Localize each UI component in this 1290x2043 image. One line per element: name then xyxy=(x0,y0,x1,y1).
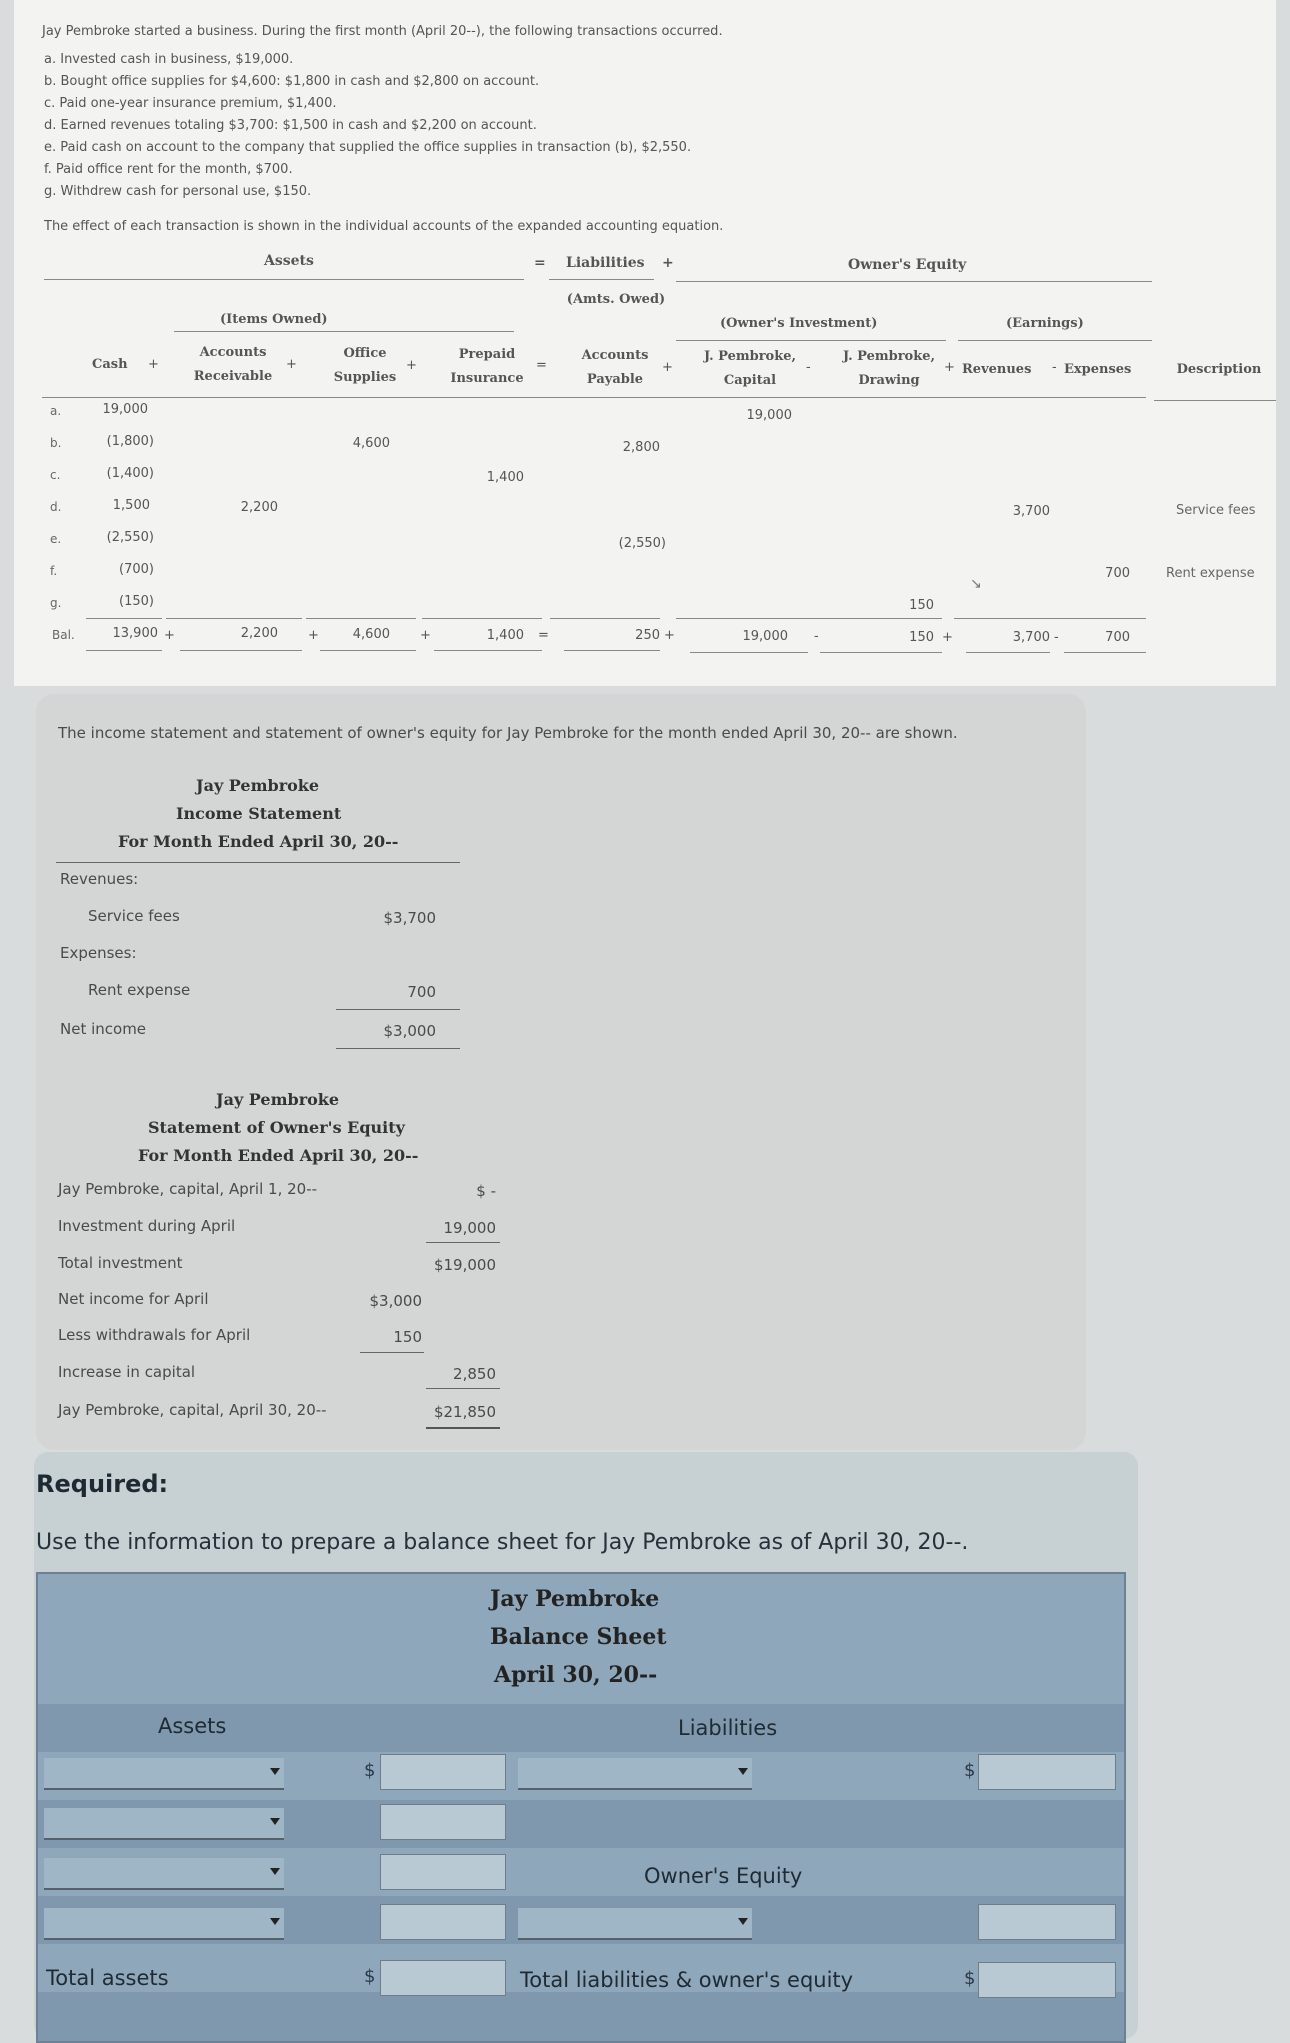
is-service-fees: Service fees xyxy=(88,907,180,925)
cursor-icon: ↘ xyxy=(970,576,982,592)
cell-revenues: 3,700 xyxy=(1012,630,1050,645)
op-minus: - xyxy=(806,360,811,375)
op-equals: = xyxy=(538,628,549,643)
statements-panel xyxy=(36,694,1086,1450)
chevron-down-icon xyxy=(738,1918,748,1925)
cell-cash: 19,000 xyxy=(102,402,148,417)
cell-cash: 1,500 xyxy=(112,498,150,513)
row-label: b. xyxy=(50,436,62,450)
oe-cap-end-amt: $21,850 xyxy=(433,1403,496,1421)
cell-cash: (1,800) xyxy=(106,434,154,449)
col-drawing: J. Pembroke, Drawing xyxy=(842,349,936,388)
earnings-header: (Earnings) xyxy=(1006,316,1084,331)
transaction-b: b. Bought office supplies for $4,600: $1,800 in cash and $2,800 on account. xyxy=(44,74,540,89)
op-plus: + xyxy=(664,628,675,643)
col-capital: J. Pembroke, Capital xyxy=(703,349,797,388)
total-assets-input[interactable] xyxy=(380,1960,506,1996)
liabilities-header: Liabilities xyxy=(566,255,645,271)
is-net-income: Net income xyxy=(60,1020,147,1038)
asset-amount-input[interactable] xyxy=(380,1854,506,1890)
oe-cap-begin-amt: $ - xyxy=(476,1182,496,1200)
bs-title: Balance Sheet xyxy=(490,1624,667,1650)
op-plus: + xyxy=(942,630,953,645)
asset-amount-input[interactable] xyxy=(380,1904,506,1940)
cell-supplies: 4,600 xyxy=(352,436,390,451)
bs-date: April 30, 20-- xyxy=(494,1662,658,1688)
dollar-sign: $ xyxy=(964,1968,976,1989)
asset-account-select[interactable] xyxy=(44,1758,284,1790)
equals-sign: = xyxy=(534,255,546,271)
asset-account-select[interactable] xyxy=(44,1858,284,1890)
oe-increase: Increase in capital xyxy=(58,1363,196,1381)
oe-cap-begin: Jay Pembroke, capital, April 1, 20-- xyxy=(58,1180,318,1198)
row-label: g. xyxy=(50,596,62,610)
oe-withdrawals: Less withdrawals for April xyxy=(58,1326,251,1344)
liability-account-select[interactable] xyxy=(518,1758,752,1790)
dollar-sign: $ xyxy=(364,1760,376,1781)
is-service-fees-amt: $3,700 xyxy=(383,909,436,927)
op-plus: + xyxy=(662,360,673,375)
cell-drawing: 150 xyxy=(909,630,934,645)
cell-expenses: 700 xyxy=(1105,630,1130,645)
bs-owners-equity-header: Owner's Equity xyxy=(644,1864,803,1888)
cell-capital: 19,000 xyxy=(746,408,792,423)
bs-total-le-label: Total liabilities & owner's equity xyxy=(520,1968,854,1992)
transaction-d: d. Earned revenues totaling $3,700: $1,500 in cash and $2,200 on account. xyxy=(44,118,537,133)
transaction-a: a. Invested cash in business, $19,000. xyxy=(44,52,294,67)
oe-increase-amt: 2,850 xyxy=(453,1365,496,1383)
oe-company: Jay Pembroke xyxy=(216,1090,340,1109)
owners-equity-header: Owner's Equity xyxy=(848,257,967,273)
cell-ap: (2,550) xyxy=(618,536,666,551)
op-plus: + xyxy=(164,628,175,643)
row-label: c. xyxy=(50,468,61,482)
row-label: f. xyxy=(50,564,58,578)
items-owned-header: (Items Owned) xyxy=(220,312,328,327)
intro-text: Jay Pembroke started a business. During the first month (April 20--), the following transactions occurred. xyxy=(42,24,723,39)
is-rent-expense: Rent expense xyxy=(88,981,191,999)
cell-ar: 2,200 xyxy=(240,626,278,641)
cell-revenues: 3,700 xyxy=(1012,504,1050,519)
bs-assets-header: Assets xyxy=(158,1714,227,1738)
op-plus: + xyxy=(406,358,417,373)
cell-description: Rent expense xyxy=(1166,566,1255,581)
oe-total-investment-amt: $19,000 xyxy=(433,1256,496,1274)
transaction-g: g. Withdrew cash for personal use, $150. xyxy=(44,184,312,199)
op-plus: + xyxy=(308,628,319,643)
bs-company: Jay Pembroke xyxy=(490,1586,660,1612)
cell-prepaid: 1,400 xyxy=(486,470,524,485)
assets-header: Assets xyxy=(264,253,314,269)
cell-ar: 2,200 xyxy=(240,500,278,515)
col-ap: Accounts Payable xyxy=(581,348,649,387)
oe-title: Statement of Owner's Equity xyxy=(148,1118,405,1137)
op-minus: - xyxy=(1052,360,1057,375)
is-title: Income Statement xyxy=(176,804,342,823)
is-rent-amt: 700 xyxy=(407,983,436,1001)
oe-withdrawals-amt: 150 xyxy=(393,1328,422,1346)
cell-drawing: 150 xyxy=(909,598,934,613)
balance-sheet-form xyxy=(36,1572,1126,2043)
required-label: Required: xyxy=(36,1470,169,1498)
statements-intro: The income statement and statement of owner's equity for Jay Pembroke for the month ended April 30, 20-- are shown. xyxy=(58,724,958,742)
bs-liabilities-header: Liabilities xyxy=(678,1716,778,1740)
plus-sign: + xyxy=(662,255,674,271)
chevron-down-icon xyxy=(738,1768,748,1775)
cell-description: Service fees xyxy=(1176,503,1256,518)
equity-amount-input[interactable] xyxy=(978,1904,1116,1940)
row-label: d. xyxy=(50,500,62,514)
cell-expenses: 700 xyxy=(1105,566,1130,581)
transactions-panel xyxy=(14,0,1276,686)
is-expenses-label: Expenses: xyxy=(60,944,137,962)
op-plus: + xyxy=(944,360,955,375)
cell-ap: 2,800 xyxy=(622,440,660,455)
owners-investment-header: (Owner's Investment) xyxy=(720,316,878,331)
is-period: For Month Ended April 30, 20-- xyxy=(118,832,399,851)
liability-amount-input[interactable] xyxy=(978,1754,1116,1790)
chevron-down-icon xyxy=(270,1868,280,1875)
dollar-sign: $ xyxy=(364,1966,376,1987)
col-description: Description xyxy=(1176,362,1262,377)
oe-total-investment: Total investment xyxy=(58,1254,183,1272)
cell-cash: (2,550) xyxy=(106,530,154,545)
oe-net-income-amt: $3,000 xyxy=(369,1292,422,1310)
transaction-e: e. Paid cash on account to the company that supplied the office supplies in transaction (b), $2,550. xyxy=(44,140,692,155)
asset-amount-input[interactable] xyxy=(380,1754,506,1790)
cell-capital: 19,000 xyxy=(742,629,788,644)
effect-text: The effect of each transaction is shown in the individual accounts of the expanded accounting equation. xyxy=(44,219,724,234)
transaction-f: f. Paid office rent for the month, $700. xyxy=(44,162,293,177)
oe-investment: Investment during April xyxy=(58,1217,236,1235)
chevron-down-icon xyxy=(270,1918,280,1925)
cell-cash: (1,400) xyxy=(106,466,154,481)
cell-cash: 13,900 xyxy=(112,626,158,641)
dollar-sign: $ xyxy=(964,1760,976,1781)
oe-investment-amt: 19,000 xyxy=(443,1219,496,1237)
col-ar: Accounts Receivable xyxy=(193,345,273,384)
oe-cap-end: Jay Pembroke, capital, April 30, 20-- xyxy=(58,1401,327,1419)
chevron-down-icon xyxy=(270,1768,280,1775)
op-plus: + xyxy=(286,357,297,372)
op-minus: - xyxy=(814,629,819,644)
required-text: Use the information to prepare a balance sheet for Jay Pembroke as of April 30, 20--. xyxy=(36,1530,969,1555)
is-revenues-label: Revenues: xyxy=(60,870,139,888)
oe-net-income: Net income for April xyxy=(58,1290,209,1308)
op-plus: + xyxy=(148,357,159,372)
col-pi: Prepaid Insurance xyxy=(450,347,524,386)
row-label: Bal. xyxy=(52,628,75,642)
op-plus: + xyxy=(420,628,431,643)
col-cash: Cash xyxy=(92,357,128,372)
col-revenues: Revenues xyxy=(962,362,1032,377)
asset-account-select[interactable] xyxy=(44,1908,284,1940)
cell-ap: 250 xyxy=(635,628,660,643)
row-label: e. xyxy=(50,532,62,546)
bs-total-assets-label: Total assets xyxy=(46,1966,169,1990)
cell-prepaid: 1,400 xyxy=(486,628,524,643)
chevron-down-icon xyxy=(270,1818,280,1825)
cell-cash: (700) xyxy=(119,562,154,577)
equity-account-select[interactable] xyxy=(518,1908,752,1940)
transaction-c: c. Paid one-year insurance premium, $1,400. xyxy=(44,96,337,111)
asset-account-select[interactable] xyxy=(44,1808,284,1840)
is-net-income-amt: $3,000 xyxy=(383,1022,436,1040)
is-company: Jay Pembroke xyxy=(196,776,320,795)
cell-supplies: 4,600 xyxy=(352,627,390,642)
amts-owed-header: (Amts. Owed) xyxy=(566,292,666,307)
col-os: Office Supplies xyxy=(333,346,397,385)
asset-amount-input[interactable] xyxy=(380,1804,506,1840)
oe-period: For Month Ended April 30, 20-- xyxy=(138,1146,419,1165)
cell-cash: (150) xyxy=(119,594,154,609)
total-le-input[interactable] xyxy=(978,1962,1116,1998)
row-label: a. xyxy=(50,404,62,418)
op-minus: - xyxy=(1054,630,1059,645)
col-expenses: Expenses xyxy=(1064,362,1132,377)
op-equals: = xyxy=(536,358,547,373)
